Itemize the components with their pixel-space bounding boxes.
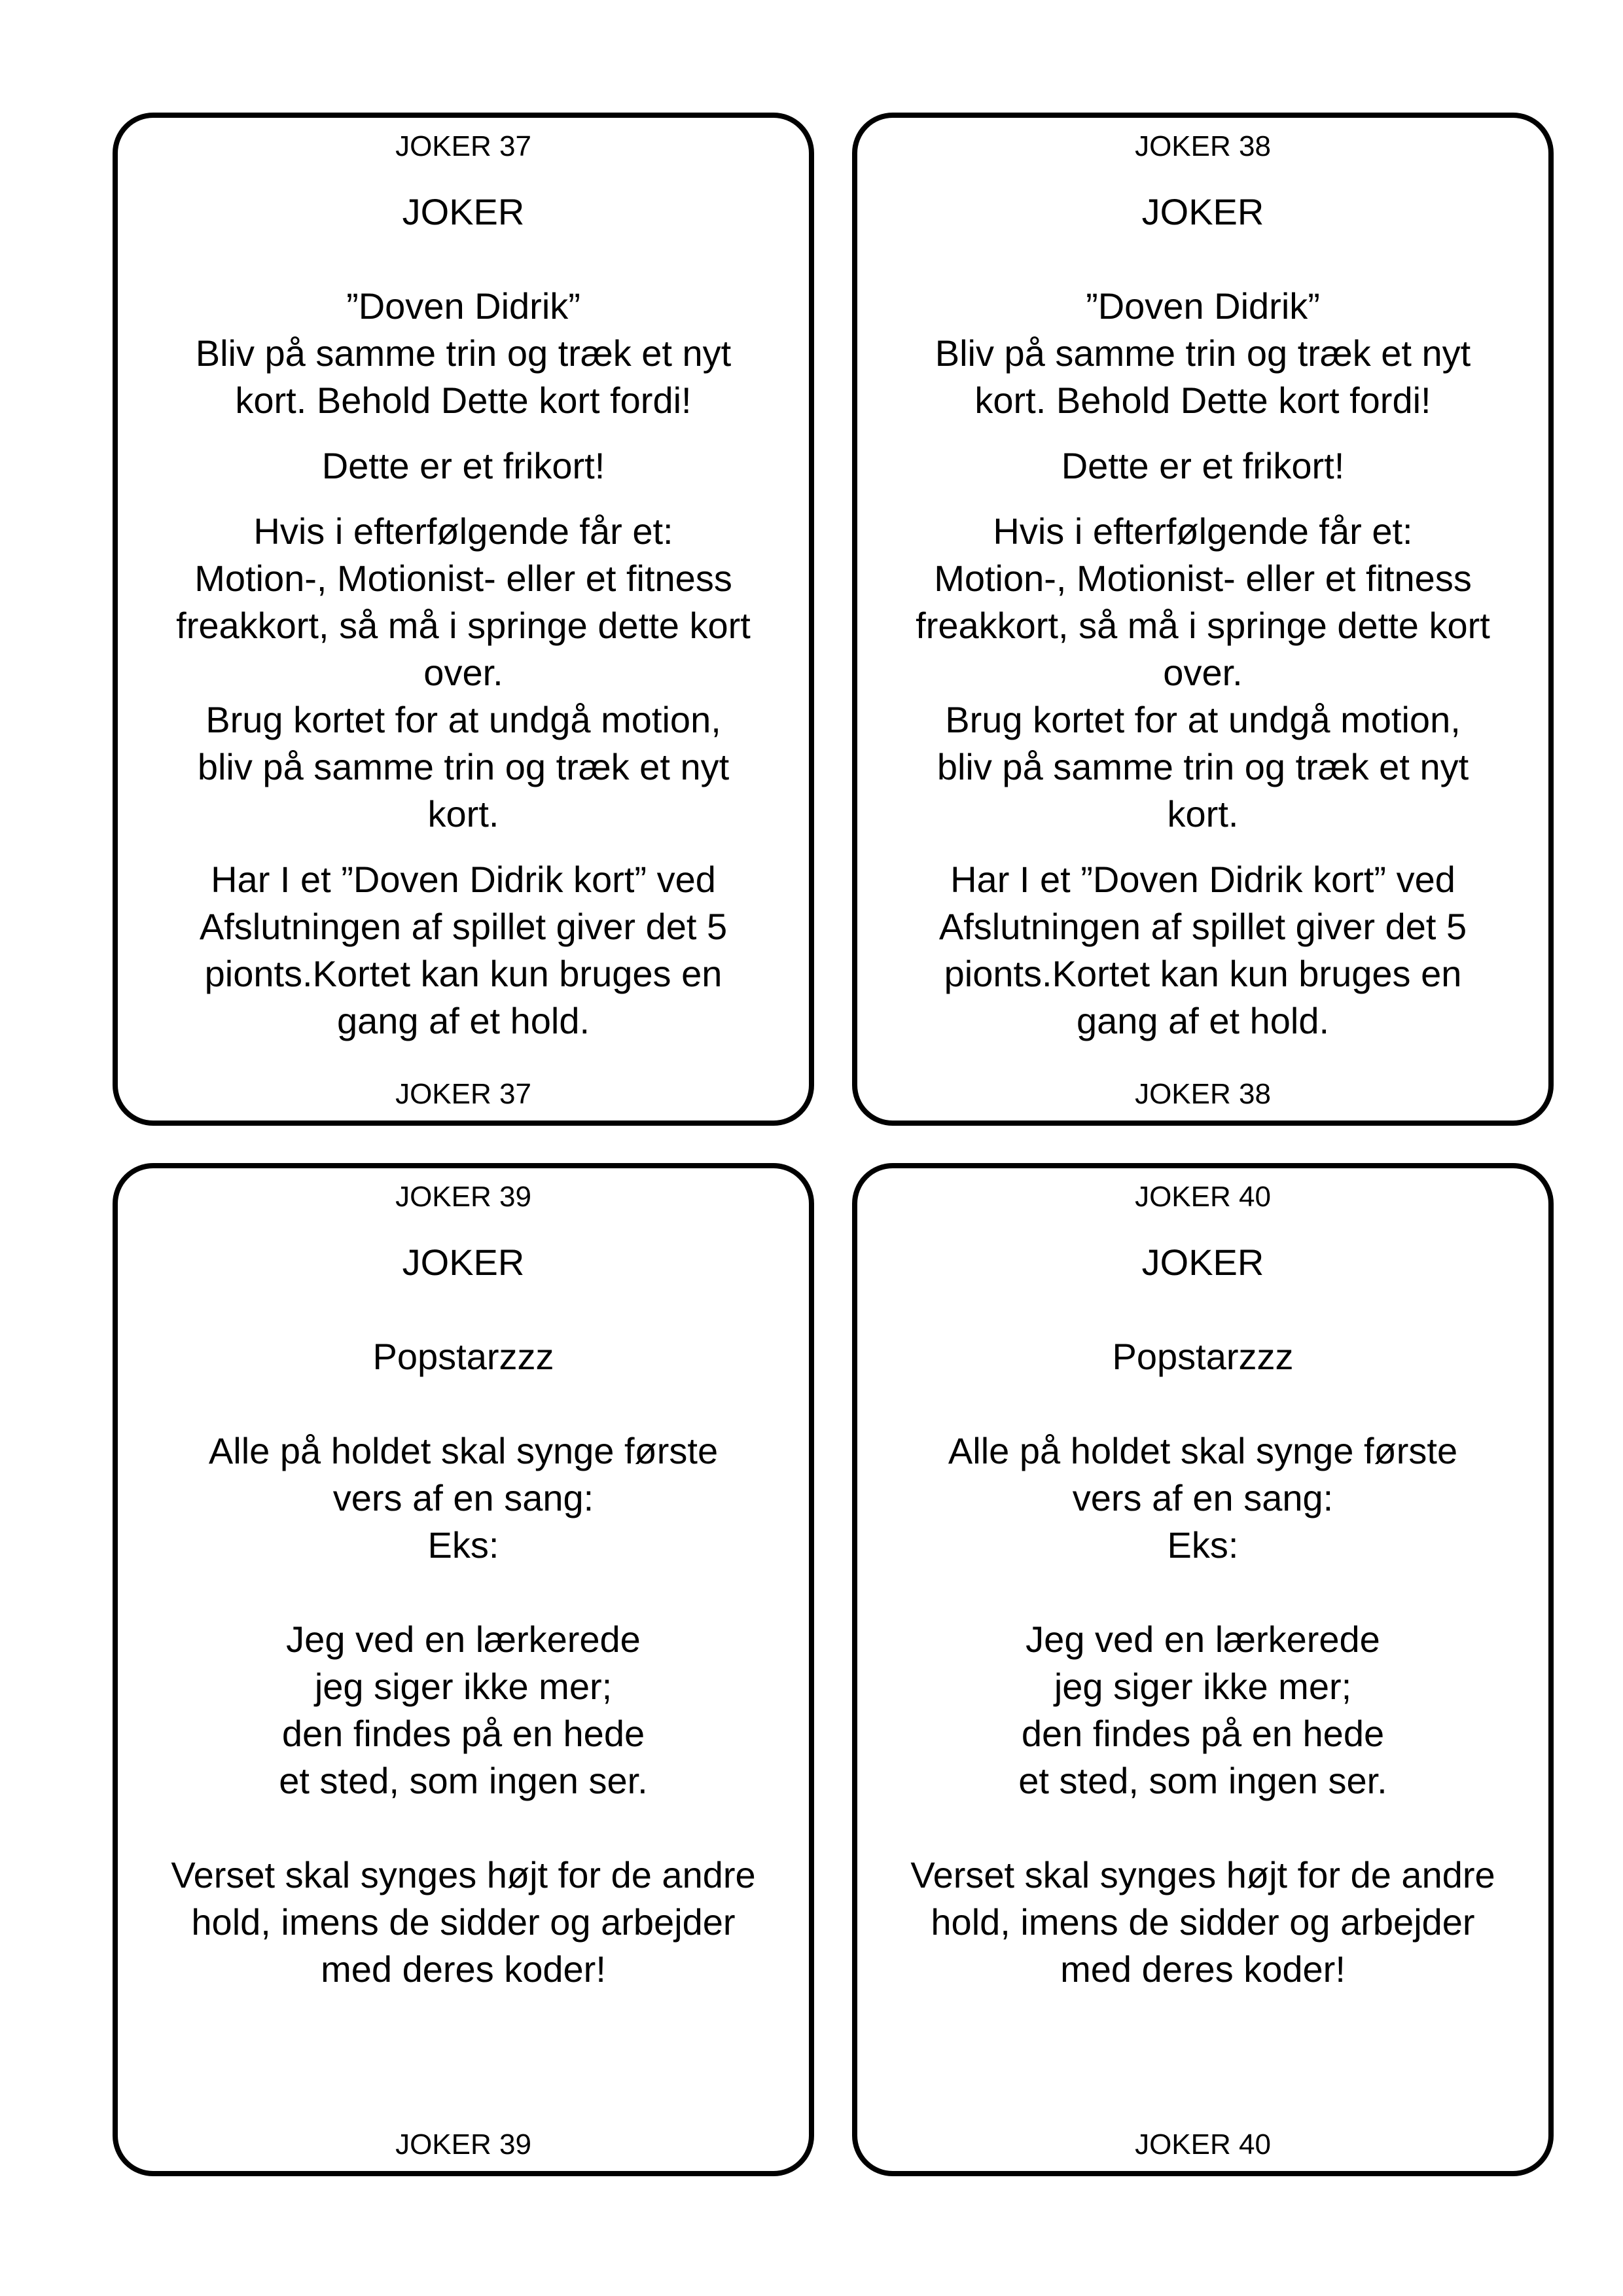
card-text-line: Alle på holdet skal synge første — [948, 1430, 1458, 1471]
card-text-line: Eks: — [427, 1524, 499, 1566]
card-text-line: pionts.Kortet kan kun bruges en — [204, 953, 722, 994]
card-text-line: den findes på en hede — [1021, 1713, 1385, 1754]
card-text-line: Dette er et frikort! — [1061, 445, 1345, 486]
card-joker-40 — [852, 1163, 1554, 2176]
card-text-line: et sted, som ingen ser. — [279, 1760, 648, 1801]
card-text-line: Afslutningen af spillet giver det 5 — [938, 906, 1467, 947]
card-text-line: Hvis i efterfølgende får et: — [993, 511, 1413, 552]
card-title: JOKER — [402, 1242, 525, 1283]
card-text-line: Jeg ved en lærkerede — [1026, 1619, 1380, 1660]
card-body — [131, 188, 796, 1045]
card-text-line: freakkort, så må i springe dette kort — [176, 605, 751, 646]
card-text-line: kort. — [1167, 793, 1239, 834]
card-text-line: bliv på samme trin og træk et nyt — [197, 746, 730, 787]
card-subtitle: Popstarzzz — [1112, 1336, 1294, 1377]
card-text-line: kort. — [427, 793, 499, 834]
card-text-line: Dette er et frikort! — [321, 445, 605, 486]
card-text-line: Brug kortet for at undgå motion, — [205, 699, 721, 740]
card-number-top: JOKER 38 — [1135, 130, 1271, 162]
card-number-bottom: JOKER 38 — [1135, 1078, 1271, 1110]
card-number-top: JOKER 39 — [395, 1181, 531, 1213]
card-text-line: Hvis i efterfølgende får et: — [253, 511, 673, 552]
card-joker-37 — [113, 113, 814, 1126]
card-text-line: jeg siger ikke mer; — [1054, 1666, 1352, 1707]
card-joker-39 — [113, 1163, 814, 2176]
card-text-line: over. — [1163, 652, 1243, 693]
card-text-line: hold, imens de sidder og arbejder — [931, 1901, 1475, 1943]
card-number-bottom: JOKER 37 — [395, 1078, 531, 1110]
card-text-line: et sted, som ingen ser. — [1018, 1760, 1387, 1801]
card-text-line: gang af et hold. — [1076, 1000, 1330, 1041]
card-body — [131, 1239, 796, 1993]
card-text-line: vers af en sang: — [332, 1477, 594, 1518]
card-text-line: bliv på samme trin og træk et nyt — [936, 746, 1469, 787]
card-number-top: JOKER 37 — [395, 130, 531, 162]
card-title: JOKER — [1141, 1242, 1264, 1283]
card-joker-38 — [852, 113, 1554, 1126]
card-text-line: Jeg ved en lærkerede — [286, 1619, 641, 1660]
card-title: JOKER — [1141, 191, 1264, 232]
card-text-line: kort. Behold Dette kort fordi! — [974, 380, 1431, 421]
card-text-line: hold, imens de sidder og arbejder — [191, 1901, 736, 1943]
card-subtitle: ”Doven Didrik” — [346, 285, 580, 327]
card-text-line: Motion-, Motionist- eller et fitness — [194, 558, 732, 599]
card-text-line: Eks: — [1167, 1524, 1239, 1566]
card-text-line: gang af et hold. — [336, 1000, 590, 1041]
card-text-line: Afslutningen af spillet giver det 5 — [199, 906, 728, 947]
card-text-line: Bliv på samme trin og træk et nyt — [195, 332, 732, 374]
card-text-line: kort. Behold Dette kort fordi! — [235, 380, 692, 421]
card-text-line: Har I et ”Doven Didrik kort” ved — [211, 859, 716, 900]
card-text-line: over. — [423, 652, 503, 693]
card-number-bottom: JOKER 40 — [1135, 2128, 1271, 2161]
card-text-line: Alle på holdet skal synge første — [208, 1430, 719, 1471]
card-text-line: pionts.Kortet kan kun bruges en — [944, 953, 1462, 994]
card-text-line: vers af en sang: — [1072, 1477, 1334, 1518]
card-text-line: Bliv på samme trin og træk et nyt — [935, 332, 1471, 374]
card-text-line: Har I et ”Doven Didrik kort” ved — [950, 859, 1455, 900]
card-title: JOKER — [402, 191, 525, 232]
card-subtitle: ”Doven Didrik” — [1086, 285, 1320, 327]
card-text-line: Motion-, Motionist- eller et fitness — [934, 558, 1472, 599]
card-body — [870, 1239, 1535, 1993]
card-text-line: den findes på en hede — [281, 1713, 645, 1754]
card-text-line: jeg siger ikke mer; — [314, 1666, 613, 1707]
card-text-line: med deres koder! — [1060, 1948, 1346, 1990]
card-subtitle: Popstarzzz — [372, 1336, 554, 1377]
card-body — [870, 188, 1535, 1045]
card-text-line: Brug kortet for at undgå motion, — [945, 699, 1461, 740]
card-number-bottom: JOKER 39 — [395, 2128, 531, 2161]
card-text-line: Verset skal synges højt for de andre — [910, 1854, 1495, 1895]
card-text-line: freakkort, så må i springe dette kort — [916, 605, 1490, 646]
card-number-top: JOKER 40 — [1135, 1181, 1271, 1213]
card-text-line: med deres koder! — [321, 1948, 606, 1990]
card-text-line: Verset skal synges højt for de andre — [171, 1854, 756, 1895]
